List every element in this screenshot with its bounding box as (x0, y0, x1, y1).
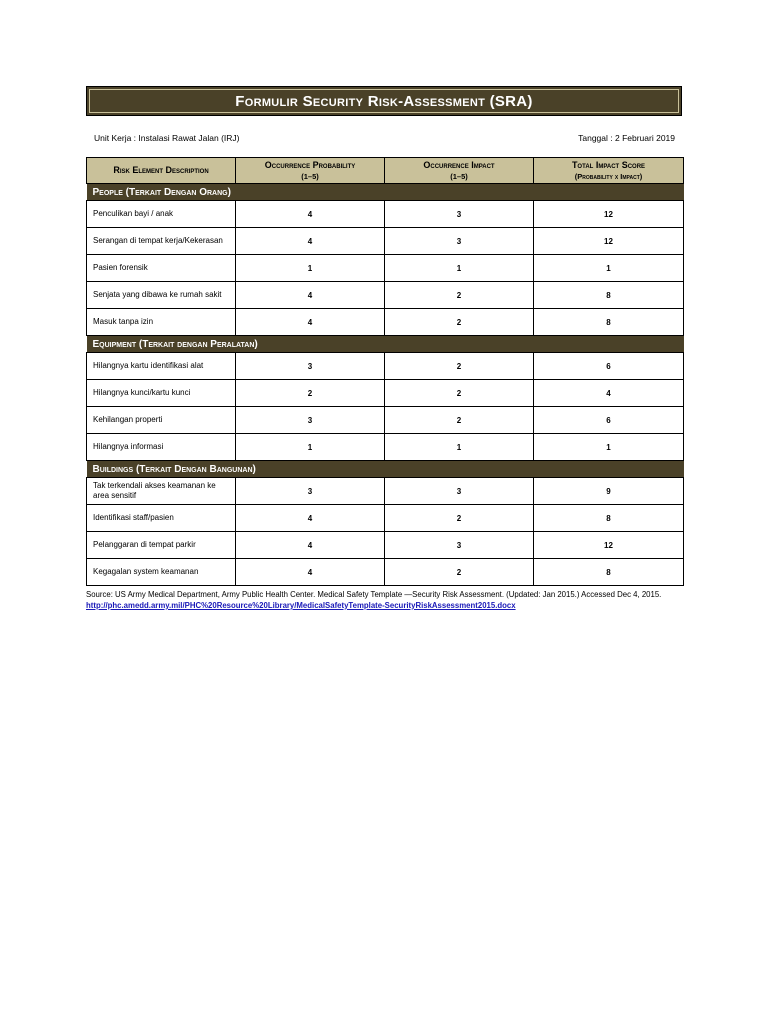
col-occurrence-probability: Occurrence Probability (1–5) (236, 158, 385, 184)
impact-cell: 1 (385, 434, 534, 461)
probability-cell: 4 (236, 532, 385, 559)
risk-description-cell: Masuk tanpa izin (87, 309, 236, 336)
source-link[interactable]: http://phc.amedd.army.mil/PHC%20Resource%20Library/MedicalSafetyTemplate-SecurityRiskAssessment2015.docx (86, 601, 516, 610)
probability-cell: 3 (236, 353, 385, 380)
risk-description-cell: Tak terkendali akses keamanan ke area sensitif (87, 478, 236, 505)
score-cell: 12 (534, 201, 684, 228)
table-row (87, 434, 684, 461)
table-row (87, 309, 684, 336)
score-cell: 12 (534, 228, 684, 255)
impact-cell: 3 (385, 532, 534, 559)
risk-description-cell: Hilangnya kunci/kartu kunci (87, 380, 236, 407)
risk-description-cell: Senjata yang dibawa ke rumah sakit (87, 282, 236, 309)
risk-description-cell: Kegagalan system keamanan (87, 559, 236, 586)
table-row (87, 478, 684, 505)
impact-cell: 3 (385, 228, 534, 255)
impact-cell: 1 (385, 255, 534, 282)
impact-cell: 3 (385, 478, 534, 505)
score-cell: 8 (534, 559, 684, 586)
title-bar (86, 86, 682, 116)
risk-description-cell: Identifikasi staff/pasien (87, 505, 236, 532)
section-header-row (87, 336, 684, 353)
risk-description-cell: Penculikan bayi / anak (87, 201, 236, 228)
document-title: Formulir Security Risk-Assessment (SRA) (235, 92, 533, 110)
impact-cell: 2 (385, 380, 534, 407)
score-cell: 12 (534, 532, 684, 559)
probability-cell: 4 (236, 201, 385, 228)
source-citation (86, 589, 682, 611)
probability-cell: 2 (236, 380, 385, 407)
impact-cell: 2 (385, 407, 534, 434)
section-title: Buildings (Terkait Dengan Bangunan) (87, 461, 684, 478)
section-header-row (87, 461, 684, 478)
impact-cell: 2 (385, 282, 534, 309)
score-cell: 1 (534, 255, 684, 282)
table-row (87, 505, 684, 532)
probability-cell: 4 (236, 309, 385, 336)
score-cell: 6 (534, 407, 684, 434)
risk-description-cell: Pasien forensik (87, 255, 236, 282)
score-cell: 8 (534, 505, 684, 532)
risk-description-cell: Pelanggaran di tempat parkir (87, 532, 236, 559)
table-row (87, 255, 684, 282)
section-header-row (87, 184, 684, 201)
probability-cell: 4 (236, 505, 385, 532)
table-row (87, 559, 684, 586)
table-header-row (87, 158, 684, 184)
meta-row (86, 133, 682, 143)
table-row (87, 353, 684, 380)
source-text: Source: US Army Medical Department, Army Public Health Center. Medical Safety Template —Security Risk Assessment. (Updated: Jan 2015.) Accessed Dec 4, 2015. (86, 590, 662, 599)
risk-table (86, 157, 684, 586)
probability-cell: 4 (236, 282, 385, 309)
risk-description-cell: Hilangnya informasi (87, 434, 236, 461)
tanggal: Tanggal : 2 Februari 2019 (578, 133, 675, 143)
table-row (87, 380, 684, 407)
risk-description-cell: Kehilangan properti (87, 407, 236, 434)
section-title: Equipment (Terkait dengan Peralatan) (87, 336, 684, 353)
score-cell: 8 (534, 282, 684, 309)
document-page (86, 86, 682, 611)
col-occurrence-impact: Occurrence Impact (1–5) (385, 158, 534, 184)
table-row (87, 201, 684, 228)
col-total-impact-score: Total Impact Score (Probability x Impact) (534, 158, 684, 184)
table-row (87, 407, 684, 434)
risk-description-cell: Hilangnya kartu identifikasi alat (87, 353, 236, 380)
risk-description-cell: Serangan di tempat kerja/Kekerasan (87, 228, 236, 255)
probability-cell: 3 (236, 407, 385, 434)
table-row (87, 532, 684, 559)
probability-cell: 3 (236, 478, 385, 505)
col-risk-element: Risk Element Description (87, 158, 236, 184)
impact-cell: 2 (385, 559, 534, 586)
score-cell: 6 (534, 353, 684, 380)
probability-cell: 1 (236, 434, 385, 461)
score-cell: 9 (534, 478, 684, 505)
unit-kerja: Unit Kerja : Instalasi Rawat Jalan (IRJ) (94, 133, 240, 143)
section-title: People (Terkait Dengan Orang) (87, 184, 684, 201)
impact-cell: 3 (385, 201, 534, 228)
impact-cell: 2 (385, 353, 534, 380)
impact-cell: 2 (385, 505, 534, 532)
probability-cell: 4 (236, 228, 385, 255)
probability-cell: 4 (236, 559, 385, 586)
table-row (87, 228, 684, 255)
table-body (87, 184, 684, 586)
score-cell: 8 (534, 309, 684, 336)
table-row (87, 282, 684, 309)
probability-cell: 1 (236, 255, 385, 282)
score-cell: 1 (534, 434, 684, 461)
impact-cell: 2 (385, 309, 534, 336)
score-cell: 4 (534, 380, 684, 407)
